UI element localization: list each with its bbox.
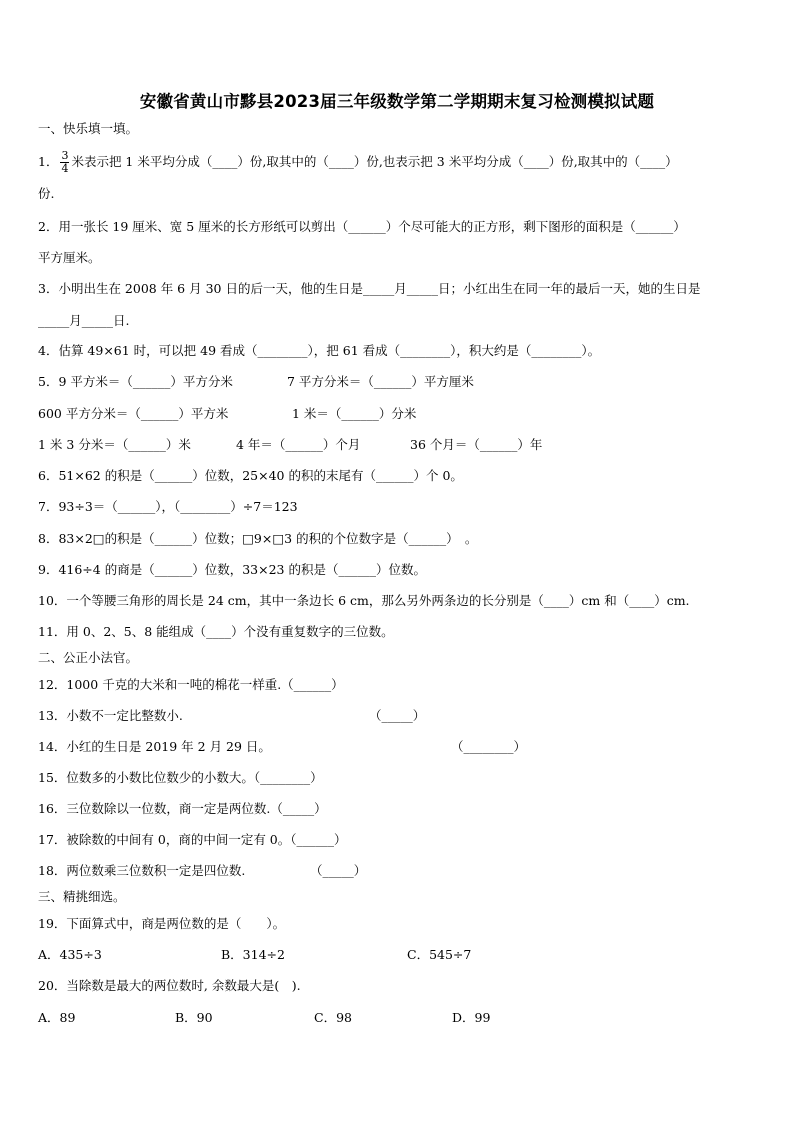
question-1-line-1 [38, 150, 678, 175]
page-title: 安徽省黄山市黟县2023届三年级数学第二学期期末复习检测模拟试题 [139, 92, 655, 111]
question-9: 9．416÷4 的商是（______）位数，33×23 的积是（______）位数。 [38, 562, 426, 577]
question-2-line-1: 2．用一张长 19 厘米、宽 5 厘米的长方形纸可以剪出（______）个尽可能大的正方形，剩下图形的面积是（______） [38, 219, 686, 234]
question-1-text: 米表示把 1 米平均分成（____）份,取其中的（____）份,也表示把 3 米平均分成（____）份,取其中的（____） [71, 154, 678, 169]
question-19: 19．下面算式中，商是两位数的是（ ）。 [38, 916, 286, 931]
question-3-line-2: _____月_____日. [38, 313, 130, 328]
fraction-denominator: 4 [61, 162, 69, 175]
question-8: 8．83×2□的积是（______）位数；□9×□3 的积的个位数字是（______） 。 [38, 531, 478, 546]
question-4: 4．估算 49×61 时，可以把 49 看成（________），把 61 看成（________），积大约是（________）。 [38, 343, 601, 358]
fraction-numerator: 3 [61, 149, 69, 162]
question-20-option-a: A．89 [38, 1010, 76, 1025]
question-6: 6．51×62 的积是（______）位数，25×40 的积的末尾有（______）个 0。 [38, 468, 463, 483]
question-20-option-d: D．99 [452, 1010, 491, 1025]
question-1-line-2: 份. [38, 186, 55, 201]
question-19-option-c: C．545÷7 [407, 947, 472, 962]
question-2-line-2: 平方厘米。 [38, 250, 101, 265]
question-20: 20．当除数是最大的两位数时, 余数最大是( ). [38, 978, 301, 993]
section-heading-3: 三、精挑细选。 [38, 889, 126, 904]
question-11: 11．用 0、2、5、8 能组成（____）个没有重复数字的三位数。 [38, 624, 394, 639]
question-14-blank: （________） [451, 739, 527, 754]
question-15: 15．位数多的小数比位数少的小数大。（________） [38, 770, 323, 785]
question-7: 7．93÷3＝（______），（________）÷7＝123 [38, 499, 298, 514]
question-18-text: 18．两位数乘三位数积一定是四位数. [38, 863, 246, 878]
question-5-part-g: 36 个月＝（______）年 [410, 437, 543, 452]
question-5-part-a: 5．9 平方米＝（______）平方分米 [38, 374, 233, 389]
question-16: 16．三位数除以一位数，商一定是两位数.（_____） [38, 801, 327, 816]
fraction-3-4 [60, 150, 69, 175]
question-10: 10．一个等腰三角形的周长是 24 cm，其中一条边长 6 cm，那么另外两条边的长分别是（____）cm 和（____）cm. [38, 593, 690, 608]
section-heading-2: 二、公正小法官。 [38, 650, 139, 665]
question-13-text: 13．小数不一定比整数小. [38, 708, 183, 723]
question-5-part-e: 1 米 3 分米＝（______）米 [38, 437, 191, 452]
section-heading-1: 一、快乐填一填。 [38, 121, 139, 136]
question-3-line-1: 3．小明出生在 2008 年 6 月 30 日的后一天，他的生日是_____月_____日；小红出生在同一年的最后一天，她的生日是 [38, 281, 701, 296]
question-12: 12．1000 千克的大米和一吨的棉花一样重.（______） [38, 677, 344, 692]
question-14-text: 14．小红的生日是 2019 年 2 月 29 日。 [38, 739, 271, 754]
question-5-part-c: 600 平方分米＝（______）平方米 [38, 406, 229, 421]
question-17: 17．被除数的中间有 0，商的中间一定有 0。（______） [38, 832, 347, 847]
question-5-part-b: 7 平方分米＝（______）平方厘米 [287, 374, 474, 389]
question-19-option-a: A．435÷3 [38, 947, 102, 962]
question-18-blank: （_____） [310, 863, 367, 878]
question-5-part-f: 4 年＝（______）个月 [236, 437, 361, 452]
question-13-blank: （_____） [369, 708, 426, 723]
question-1-number: 1． [38, 154, 59, 169]
question-19-option-b: B．314÷2 [221, 947, 285, 962]
question-20-option-c: C．98 [314, 1010, 352, 1025]
question-20-option-b: B．90 [175, 1010, 213, 1025]
question-5-part-d: 1 米＝（______）分米 [292, 406, 417, 421]
